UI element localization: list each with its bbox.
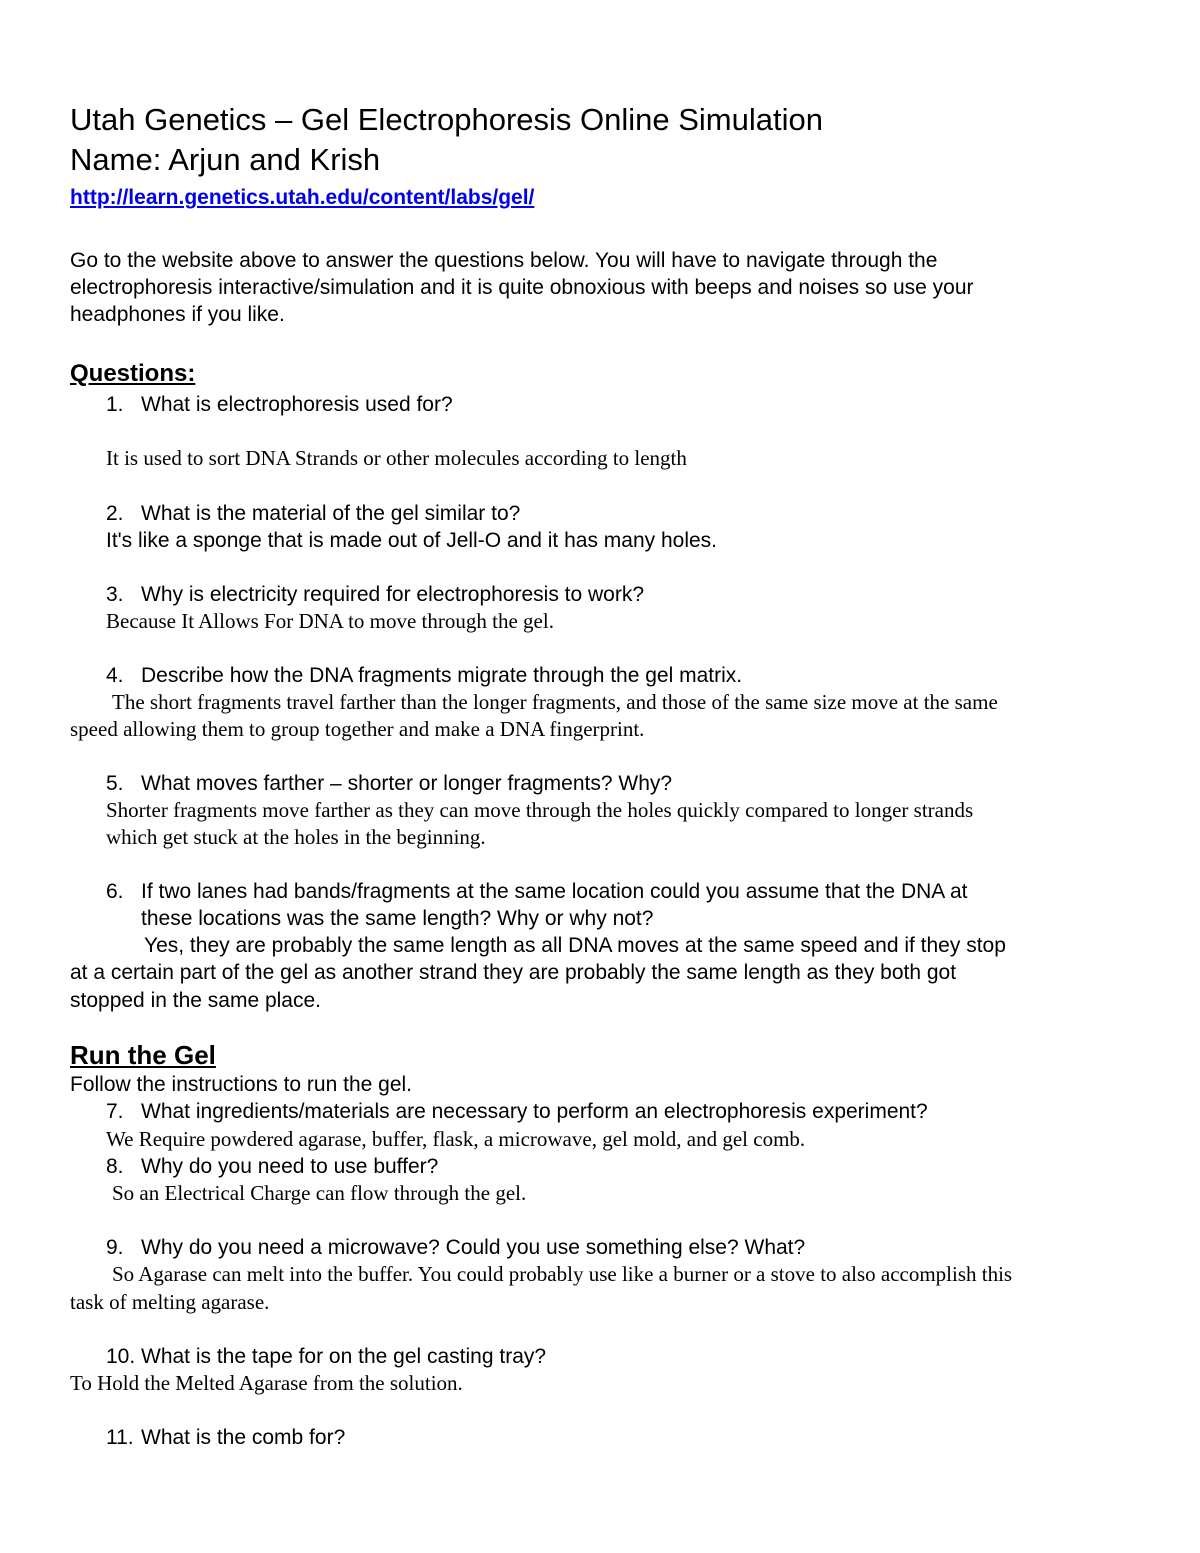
answer-text: at a certain part of the gel as another strand they are probably the same length as they both got [70, 961, 957, 984]
question-number: 9. [106, 1236, 124, 1259]
question-text: What moves farther – shorter or longer fragments? Why? [141, 772, 673, 795]
question-text: What is the material of the gel similar to? [141, 502, 521, 525]
intro-line-3: headphones if you like. [70, 303, 285, 326]
question-text: Describe how the DNA fragments migrate through the gel matrix. [141, 664, 743, 687]
answer-text: Yes, they are probably the same length as all DNA moves at the same speed and if they stop [144, 934, 1006, 957]
answer-text: So an Electrical Charge can flow through the gel. [112, 1181, 527, 1205]
question-number: 7. [106, 1100, 124, 1123]
questions-heading: Questions: [70, 360, 196, 387]
answer-text: The short fragments travel farther than the longer fragments, and those of the same size move at the same [112, 690, 998, 714]
question-text: What is the tape for on the gel casting tray? [141, 1345, 547, 1368]
answer-text: task of melting agarase. [70, 1290, 270, 1314]
question-text: Why do you need a microwave? Could you use something else? What? [141, 1236, 806, 1259]
answer-text: stopped in the same place. [70, 989, 321, 1012]
question-number: 3. [106, 583, 124, 606]
question-number: 6. [106, 880, 124, 903]
question-text: these locations was the same length? Why or why not? [141, 907, 654, 930]
intro-line-2: electrophoresis interactive/simulation and it is quite obnoxious with beeps and noises so use your [70, 276, 974, 299]
question-text: Why do you need to use buffer? [141, 1155, 439, 1178]
answer-text: It's like a sponge that is made out of Jell-O and it has many holes. [106, 529, 717, 552]
question-number: 1. [106, 393, 124, 416]
student-name: Name: Arjun and Krish [70, 142, 381, 177]
answer-text: which get stuck at the holes in the beginning. [106, 825, 486, 849]
website-link[interactable]: http://learn.genetics.utah.edu/content/labs/gel/ [70, 186, 535, 209]
document-title: Utah Genetics – Gel Electrophoresis Online Simulation [70, 102, 823, 137]
intro-line-1: Go to the website above to answer the questions below. You will have to navigate through the [70, 249, 938, 272]
question-text: What is electrophoresis used for? [141, 393, 453, 416]
question-text: If two lanes had bands/fragments at the same location could you assume that the DNA at [141, 880, 968, 903]
question-number: 4. [106, 664, 124, 687]
run-gel-instructions: Follow the instructions to run the gel. [70, 1073, 413, 1096]
answer-text: To Hold the Melted Agarase from the solution. [70, 1371, 463, 1395]
question-text: Why is electricity required for electrophoresis to work? [141, 583, 645, 606]
question-number: 5. [106, 772, 124, 795]
question-number: 8. [106, 1155, 124, 1178]
answer-text: So Agarase can melt into the buffer. You could probably use like a burner or a stove to also accomplish this [112, 1262, 1013, 1286]
question-number: 11. [106, 1426, 134, 1449]
run-gel-heading: Run the Gel [70, 1040, 216, 1070]
question-text: What ingredients/materials are necessary to perform an electrophoresis experiment? [141, 1100, 928, 1123]
question-number: 10. [106, 1345, 136, 1368]
answer-text: Because It Allows For DNA to move through the gel. [106, 609, 554, 633]
question-number: 2. [106, 502, 124, 525]
answer-text: We Require powdered agarase, buffer, flask, a microwave, gel mold, and gel comb. [106, 1127, 806, 1151]
answer-text: Shorter fragments move farther as they can move through the holes quickly compared to longer strands [106, 798, 974, 822]
answer-text: speed allowing them to group together and make a DNA fingerprint. [70, 717, 645, 741]
question-text: What is the comb for? [141, 1426, 346, 1449]
answer-text: It is used to sort DNA Strands or other molecules according to length [106, 446, 687, 470]
